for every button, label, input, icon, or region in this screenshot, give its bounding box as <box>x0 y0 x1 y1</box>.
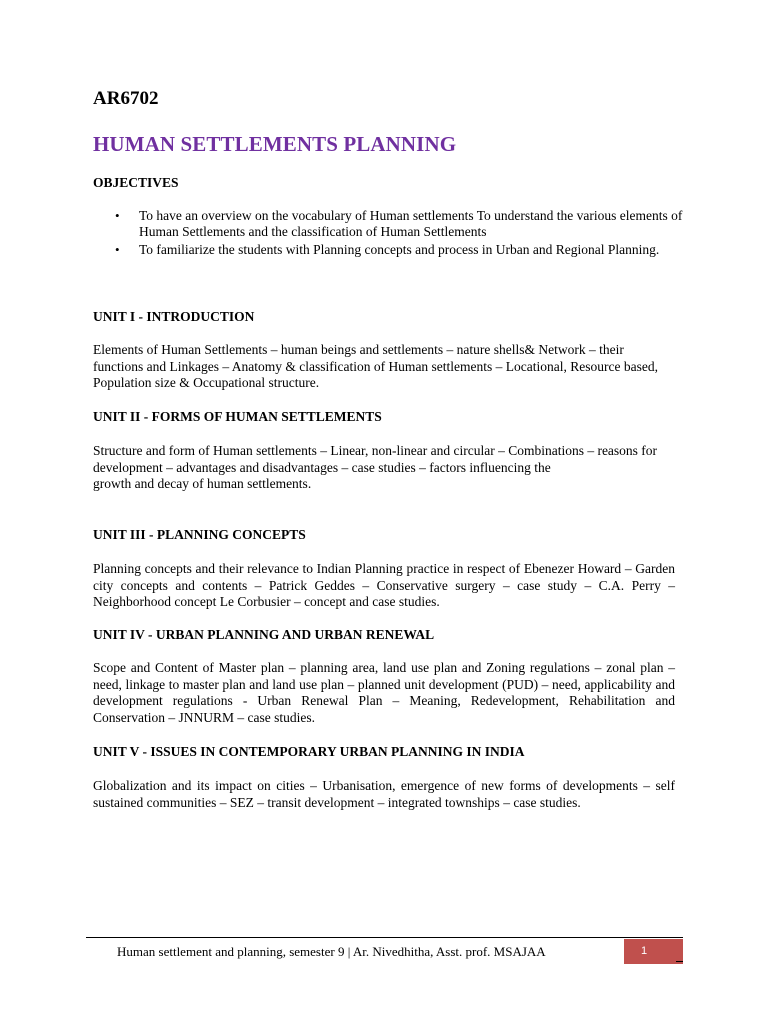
bullet-icon: • <box>115 208 120 223</box>
unit-body-3: Planning concepts and their relevance to Indian Planning practice in respect of Ebenezer Howard – Garden city concepts and contents – Patrick Geddes – Conservative surgery – case study – C.A. Perry – Neighborhood concept Le Corbusier – concept and case studies. <box>93 561 675 609</box>
footer-divider <box>86 937 683 938</box>
objective-text: To have an overview on the vocabulary of Human settlements To understand the various elements of Human Settlements and the classification of Human Settlements <box>139 208 683 239</box>
unit-body-2-line2: growth and decay of human settlements. <box>93 476 312 491</box>
footer-text: Human settlement and planning, semester 9 | Ar. Nivedhitha, Asst. prof. MSAJAA <box>117 944 546 959</box>
unit-body-5: Globalization and its impact on cities – Urbanisation, emergence of new forms of developments – self sustained communities – SEZ – transit development – integrated townships – case studies. <box>93 778 675 810</box>
course-code: AR6702 <box>93 88 159 109</box>
badge-underline <box>676 961 683 962</box>
unit-heading-3: UNIT III - PLANNING CONCEPTS <box>93 527 306 542</box>
unit-body-1: Elements of Human Settlements – human beings and settlements – nature shells& Network – their functions and Linkages – Anatomy & classification of Human settlements – Locational, Resource based, Population size & Occupational structure. <box>93 342 658 390</box>
objective-item <box>93 208 693 240</box>
objectives-list <box>93 208 693 260</box>
course-title: HUMAN SETTLEMENTS PLANNING <box>93 132 457 156</box>
unit-body-2-line1: Structure and form of Human settlements – Linear, non-linear and circular – Combinations – reasons for development – advantages and disadvantages – case studies – factors influencing the <box>93 443 658 475</box>
unit-heading-5: UNIT V - ISSUES IN CONTEMPORARY URBAN PLANNING IN INDIA <box>93 744 525 759</box>
unit-body-2 <box>93 443 675 493</box>
objectives-heading: OBJECTIVES <box>93 175 179 190</box>
unit-heading-2: UNIT II - FORMS OF HUMAN SETTLEMENTS <box>93 409 382 424</box>
unit-body-4: Scope and Content of Master plan – planning area, land use plan and Zoning regulations – zonal plan – need, linkage to master plan and land use plan – planned unit development (PUD) – need, applicability and development regulations - Urban Renewal Plan – Meaning, Redevelopment, Rehabilitation and Conservation – JNNURM – case studies. <box>93 660 675 725</box>
objective-item <box>93 242 693 258</box>
bullet-icon: • <box>115 242 120 257</box>
page-number-badge: 1 <box>624 939 683 964</box>
objective-text: To familiarize the students with Planning concepts and process in Urban and Regional Planning. <box>139 242 660 257</box>
unit-heading-4: UNIT IV - URBAN PLANNING AND URBAN RENEWAL <box>93 627 435 642</box>
unit-heading-1: UNIT I - INTRODUCTION <box>93 309 255 324</box>
